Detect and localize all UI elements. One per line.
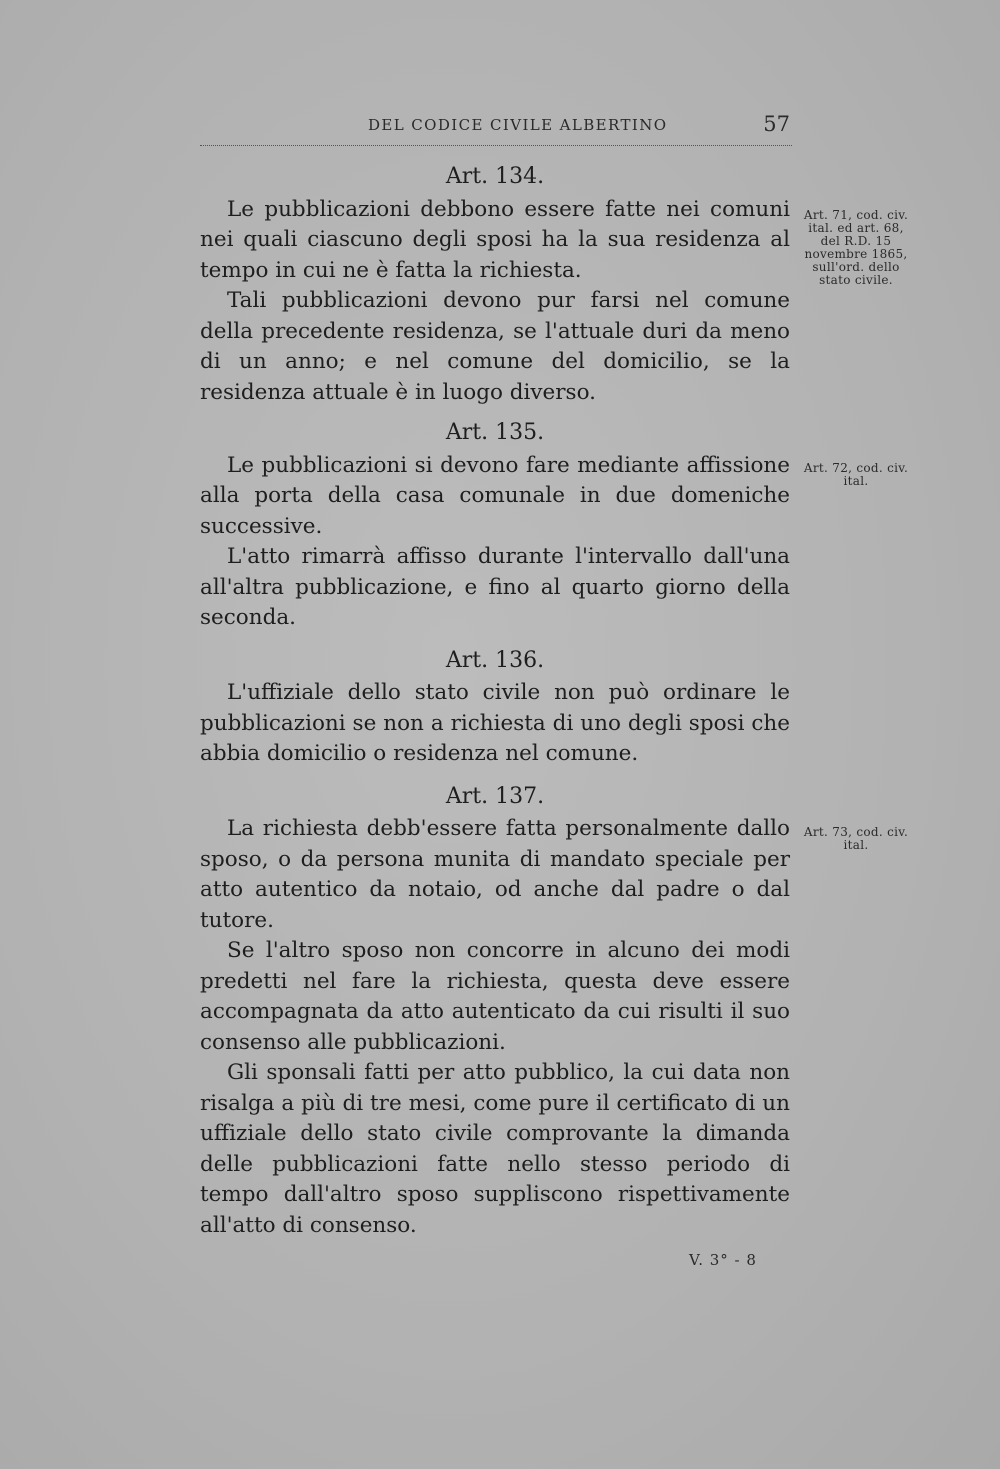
printer-signature: V. 3° - 8 [689,1251,757,1269]
article-heading-135: Art. 135. [445,420,545,445]
margin-note-article-134: Art. 71, cod. civ. ital. ed art. 68, del R.D. 15 novembre 1865, sull'ord. dello stato civile. [803,208,909,287]
article-heading-137: Art. 137. [445,783,545,809]
article-134-paragraph-1: Le pubblicazioni debbono essere fatte nei comuni nei quali ciascuno degli sposi ha la sua residenza al tempo in cui ne è fatta la richiesta. [200,196,790,283]
article-heading-134: Art. 134. [445,164,545,189]
article-135-paragraph-1: Le pubblicazioni si devono fare mediante affissione alla porta della casa comunale in due domeniche successive. [200,452,790,539]
article-135-paragraph-2: L'atto rimarrà affisso durante l'intervallo dall'una all'altra pubblicazione, e fino al quarto giorno della seconda. [200,544,790,630]
page-number: 57 [763,112,790,136]
article-137-paragraph-1: La richiesta debb'essere fatta personalmente dallo sposo, o da persona munita di mandato speciale per atto autentico da notaio, od anche dal padre o dal tutore. [200,816,790,933]
header-rule [200,145,792,146]
article-134-paragraph-2: Tali pubblicazioni devono pur farsi nel comune della precedente residenza, se l'attuale duri da meno di un anno; e nel comune del domicilio, se la residenza attuale è in luogo diverso. [200,288,790,405]
article-137-paragraph-3: Gli sponsali fatti per atto pubblico, la cui data non risalga a più di tre mesi, come pure il certificato di un uffiziale dello stato civile comprovante la dimanda delle pubblicazioni fatte nello stesso periodo di tempo dall'altro sposo suppliscono rispettivamente all'atto di consenso. [200,1060,790,1238]
running-title: DEL CODICE CIVILE ALBERTINO [368,116,668,134]
margin-note-article-137: Art. 73, cod. civ. ital. [803,825,909,852]
main-text [200,162,790,1241]
article-heading-136: Art. 136. [445,647,545,673]
margin-note-article-135: Art. 72, cod. civ. ital. [803,461,909,488]
running-head [200,112,792,144]
article-136-paragraph-1: L'uffiziale dello stato civile non può ordinare le pubblicazioni se non a richiesta di uno degli sposi che abbia domicilio o residenza nel comune. [200,680,790,766]
article-137-paragraph-2: Se l'altro sposo non concorre in alcuno dei modi predetti nel fare la richiesta, questa deve essere accompagnata da atto autenticato da cui risulti il suo consenso alle pubblicazioni. [200,938,790,1055]
